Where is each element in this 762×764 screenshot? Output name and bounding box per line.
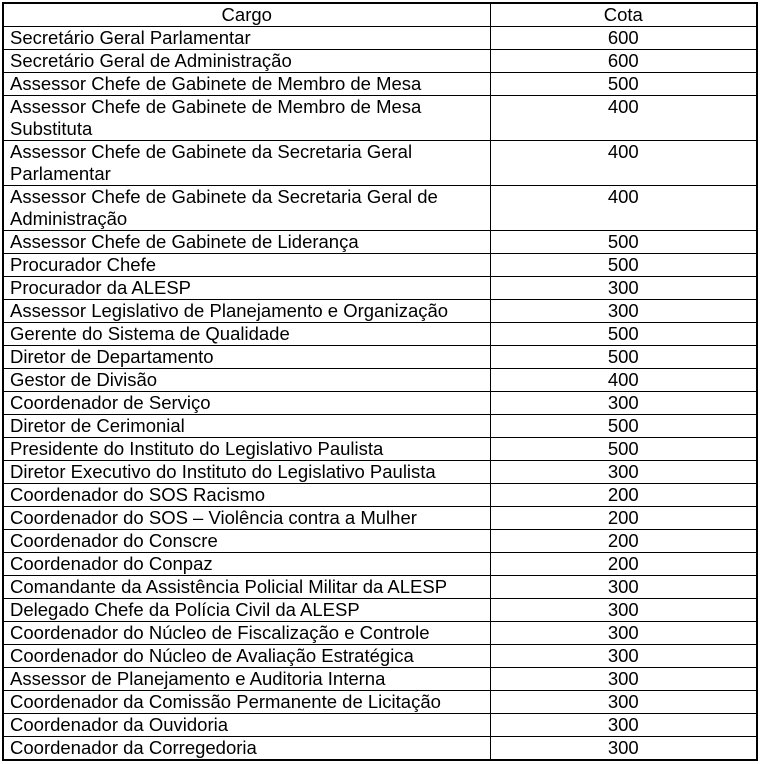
table-row xyxy=(3,231,757,254)
table-row xyxy=(3,668,757,691)
cargo-cell: Delegado Chefe da Polícia Civil da ALESP xyxy=(3,599,490,622)
cargo-cell: Coordenador do Conpaz xyxy=(3,553,490,576)
table-row xyxy=(3,622,757,645)
cota-cell: 500 xyxy=(490,346,757,369)
cota-cell: 400 xyxy=(490,96,757,141)
cota-cell: 200 xyxy=(490,507,757,530)
cargo-cell: Assessor Legislativo de Planejamento e Organização xyxy=(3,300,490,323)
table-row xyxy=(3,369,757,392)
table-header xyxy=(3,3,757,27)
cargo-cota-table xyxy=(2,2,758,761)
cota-cell: 200 xyxy=(490,553,757,576)
table-row xyxy=(3,73,757,96)
table-row xyxy=(3,254,757,277)
cota-cell: 300 xyxy=(490,645,757,668)
cargo-cell: Coordenador do Conscre xyxy=(3,530,490,553)
table-row xyxy=(3,599,757,622)
table-row xyxy=(3,186,757,231)
table-row xyxy=(3,323,757,346)
table-row xyxy=(3,507,757,530)
cargo-cell: Coordenador do SOS Racismo xyxy=(3,484,490,507)
cargo-cell: Diretor de Cerimonial xyxy=(3,415,490,438)
cota-cell: 300 xyxy=(490,576,757,599)
cota-cell: 200 xyxy=(490,530,757,553)
cota-cell: 300 xyxy=(490,392,757,415)
cargo-cell: Assessor Chefe de Gabinete da Secretaria Geral de Administração xyxy=(3,186,490,231)
cargo-cell: Assessor Chefe de Gabinete de Liderança xyxy=(3,231,490,254)
table-row xyxy=(3,714,757,737)
column-header-cargo: Cargo xyxy=(3,3,490,27)
cargo-cell: Coordenador de Serviço xyxy=(3,392,490,415)
cota-cell: 500 xyxy=(490,415,757,438)
table-row xyxy=(3,415,757,438)
cota-cell: 600 xyxy=(490,50,757,73)
table-row xyxy=(3,576,757,599)
table-row xyxy=(3,530,757,553)
table-row xyxy=(3,484,757,507)
cota-cell: 300 xyxy=(490,691,757,714)
table-row xyxy=(3,346,757,369)
cota-cell: 300 xyxy=(490,668,757,691)
table-row xyxy=(3,438,757,461)
cargo-cell: Coordenador do Núcleo de Avaliação Estratégica xyxy=(3,645,490,668)
table-row xyxy=(3,461,757,484)
table-row xyxy=(3,300,757,323)
cota-cell: 200 xyxy=(490,484,757,507)
cargo-cell: Comandante da Assistência Policial Militar da ALESP xyxy=(3,576,490,599)
cota-cell: 400 xyxy=(490,186,757,231)
table-row xyxy=(3,141,757,186)
cargo-cell: Procurador Chefe xyxy=(3,254,490,277)
table-row xyxy=(3,96,757,141)
cota-cell: 300 xyxy=(490,622,757,645)
cargo-cell: Procurador da ALESP xyxy=(3,277,490,300)
cota-cell: 300 xyxy=(490,599,757,622)
header-row xyxy=(3,3,757,27)
cargo-cell: Coordenador da Comissão Permanente de Licitação xyxy=(3,691,490,714)
cota-cell: 400 xyxy=(490,141,757,186)
cargo-cell: Coordenador da Corregedoria xyxy=(3,737,490,761)
table-row xyxy=(3,553,757,576)
table-row xyxy=(3,277,757,300)
cargo-cell: Assessor Chefe de Gabinete de Membro de Mesa xyxy=(3,73,490,96)
table-row xyxy=(3,50,757,73)
cargo-cell: Gestor de Divisão xyxy=(3,369,490,392)
cota-cell: 600 xyxy=(490,27,757,50)
cargo-cell: Gerente do Sistema de Qualidade xyxy=(3,323,490,346)
table-row xyxy=(3,691,757,714)
cota-cell: 300 xyxy=(490,461,757,484)
cota-cell: 300 xyxy=(490,714,757,737)
cota-cell: 300 xyxy=(490,300,757,323)
table-row xyxy=(3,645,757,668)
cargo-cell: Assessor de Planejamento e Auditoria Interna xyxy=(3,668,490,691)
table-row xyxy=(3,737,757,761)
cargo-cell: Presidente do Instituto do Legislativo Paulista xyxy=(3,438,490,461)
cargo-cell: Coordenador da Ouvidoria xyxy=(3,714,490,737)
cargo-cell: Assessor Chefe de Gabinete de Membro de Mesa Substituta xyxy=(3,96,490,141)
cota-cell: 500 xyxy=(490,254,757,277)
cargo-cell: Coordenador do Núcleo de Fiscalização e Controle xyxy=(3,622,490,645)
cota-cell: 500 xyxy=(490,323,757,346)
cargo-cell: Secretário Geral de Administração xyxy=(3,50,490,73)
table-row xyxy=(3,27,757,50)
cota-cell: 400 xyxy=(490,369,757,392)
column-header-cota: Cota xyxy=(490,3,757,27)
cargo-cell: Coordenador do SOS – Violência contra a Mulher xyxy=(3,507,490,530)
cargo-cell: Diretor de Departamento xyxy=(3,346,490,369)
cargo-cell: Assessor Chefe de Gabinete da Secretaria Geral Parlamentar xyxy=(3,141,490,186)
cargo-cell: Secretário Geral Parlamentar xyxy=(3,27,490,50)
table-row xyxy=(3,392,757,415)
cargo-cell: Diretor Executivo do Instituto do Legislativo Paulista xyxy=(3,461,490,484)
cota-cell: 500 xyxy=(490,438,757,461)
cota-cell: 500 xyxy=(490,231,757,254)
cota-cell: 300 xyxy=(490,277,757,300)
cota-cell: 300 xyxy=(490,737,757,761)
table-body xyxy=(3,27,757,761)
cota-cell: 500 xyxy=(490,73,757,96)
